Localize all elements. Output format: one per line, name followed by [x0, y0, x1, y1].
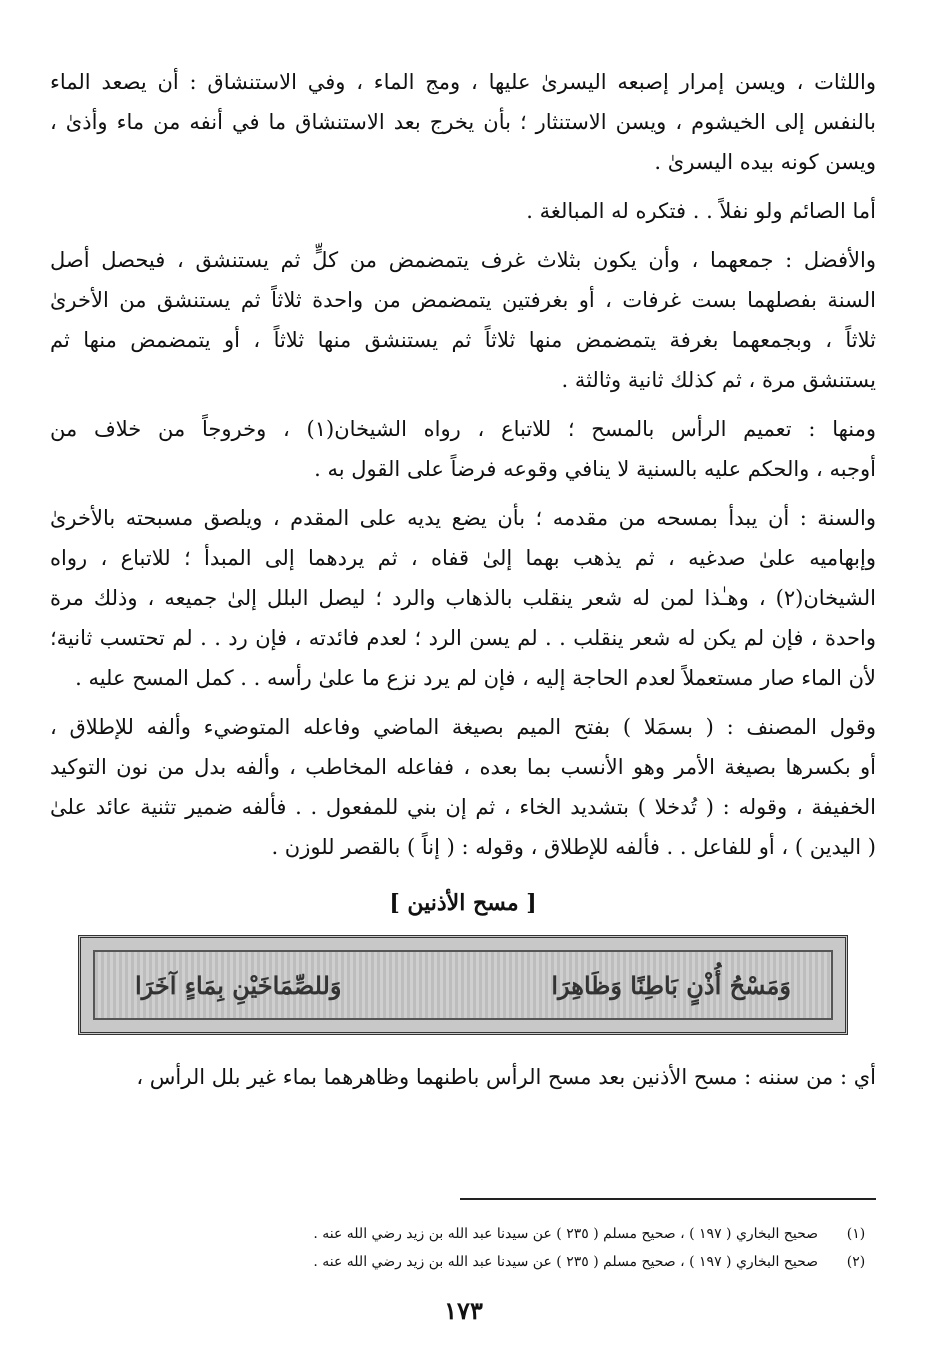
page-body	[50, 62, 876, 1106]
footnote-text: صحيح البخاري ( ١٩٧ ) ، صحيح مسلم ( ٢٣٥ ) عن سيدنا عبد الله بن زيد رضي الله عنه .	[313, 1226, 818, 1242]
text-line: أوجبه ، والحكم عليه بالسنية لا ينافي وقوعه فرضاً على القول به .	[314, 457, 876, 481]
text-line: أي : من سننه : مسح الأذنين بعد مسح الرأس باطنهما وظاهرهما بماء غير بلل الرأس ،	[136, 1065, 876, 1089]
paragraph-2	[50, 191, 876, 231]
text-line: الخفيفة ، وقوله : ( تُدخلا ) بتشديد الخاء ، ثم إن بني للمفعول . . فألفه ضمير تثنية عائد علىٰ	[50, 795, 876, 819]
footnote-2	[50, 1248, 876, 1276]
text-line: والسنة : أن يبدأ بمسحه من مقدمه ؛ بأن يضع يديه على المقدم ، ويلصق مسبحته بالأخرىٰ	[50, 506, 876, 530]
footnotes	[50, 1220, 876, 1276]
verse-panel	[93, 950, 833, 1020]
text-line: ومنها : تعميم الرأس بالمسح ؛ للاتباع ، رواه الشيخان(١) ، وخروجاً من خلاف من	[50, 417, 877, 441]
text-line: يستنشق مرة ، ثم كذلك ثانية وثالثة .	[561, 368, 876, 392]
text-line: وقول المصنف : ( بسمَلا ) بفتح الميم بصيغة الماضي وفاعله المتوضيء وألفه للإطلاق ،	[50, 715, 876, 739]
footnote-number: (٢)	[846, 1254, 866, 1270]
paragraph-5	[50, 498, 876, 698]
footnote-divider	[460, 1198, 876, 1200]
section-heading: [ مسح الأذنين ]	[389, 890, 537, 916]
paragraph-3	[50, 240, 876, 400]
paragraph-after-verse	[50, 1057, 876, 1097]
text-line: أما الصائم ولو نفلاً . . فتكره له المبالغة .	[526, 199, 876, 223]
footnote-1	[50, 1220, 876, 1248]
verse-first-hemistich: وَمَسْحُ أُذْنٍ بَاطِنًا وَظَاهِرَا	[551, 970, 791, 1000]
text-line: السنة بفصلهما بست غرفات ، أو بغرفتين يتمضمض من واحدة ثلاثاً ثم يستنشق من الأخرىٰ	[50, 288, 876, 312]
paragraph-6	[50, 707, 876, 867]
text-line: أو بكسرها بصيغة الأمر وهو الأنسب بما بعده ، ففاعله المخاطب ، وألفه بدل من نون التوكيد	[50, 755, 876, 779]
text-line: والأفضل : جمعهما ، وأن يكون بثلاث غرف يتمضمض من كلٍّ ثم يستنشق ، فيحصل أصل	[50, 248, 876, 272]
text-line: واللثات ، ويسن إمرار إصبعه اليسرىٰ عليها ، ومج الماء ، وفي الاستنشاق : أن يصعد الماء	[50, 70, 876, 94]
text-line: بالنفس إلى الخيشوم ، ويسن الاستنثار ؛ بأن يخرج بعد الاستنشاق ما في أنفه من ماء وأذىٰ ،	[50, 110, 876, 134]
paragraph-1	[50, 62, 876, 182]
text-line: ثلاثاً ، وبجمعهما بغرفة يتمضمض منها ثلاثاً ثم يستنشق منها ثلاثاً ، أو يتمضمض منها ثم	[50, 328, 876, 352]
text-line: ويسن كونه بيده اليسرىٰ .	[654, 150, 876, 174]
text-line: واحدة ، فإن لم يكن له شعر ينقلب . . لم يسن الرد ؛ لعدم فائدته ، فإن رد . . لم تحتسب ثانية؛	[50, 626, 876, 650]
text-line: وإبهاميه علىٰ صدغيه ، ثم يذهب بهما إلىٰ قفاه ، ثم يردهما إلى المبدأ ؛ للاتباع ، رواه	[50, 546, 876, 570]
footnote-text: صحيح البخاري ( ١٩٧ ) ، صحيح مسلم ( ٢٣٥ ) عن سيدنا عبد الله بن زيد رضي الله عنه .	[313, 1254, 818, 1270]
verse-second-hemistich: وَللصِّمَاخَيْنِ بِمَاءٍ آخَرَا	[135, 970, 342, 1000]
footnote-number: (١)	[846, 1226, 866, 1242]
page-number: ١٧٣	[444, 1296, 483, 1325]
text-line: الشيخان(٢) ، وهـٰذا لمن له شعر ينقلب بالذهاب والرد ؛ ليصل البلل إلىٰ جميعه ، وذلك مرة	[50, 586, 876, 610]
verse-frame	[78, 935, 848, 1035]
text-line: ( اليدين ) ، أو للفاعل . . فألفه للإطلاق ، وقوله : ( إناً ) بالقصر للوزن .	[271, 835, 876, 859]
text-line: لأن الماء صار مستعملاً لعدم الحاجة إليه ، فإن لم يرد نزع ما علىٰ رأسه . . كمل المسح عليه .	[75, 666, 876, 690]
paragraph-4	[50, 409, 876, 489]
